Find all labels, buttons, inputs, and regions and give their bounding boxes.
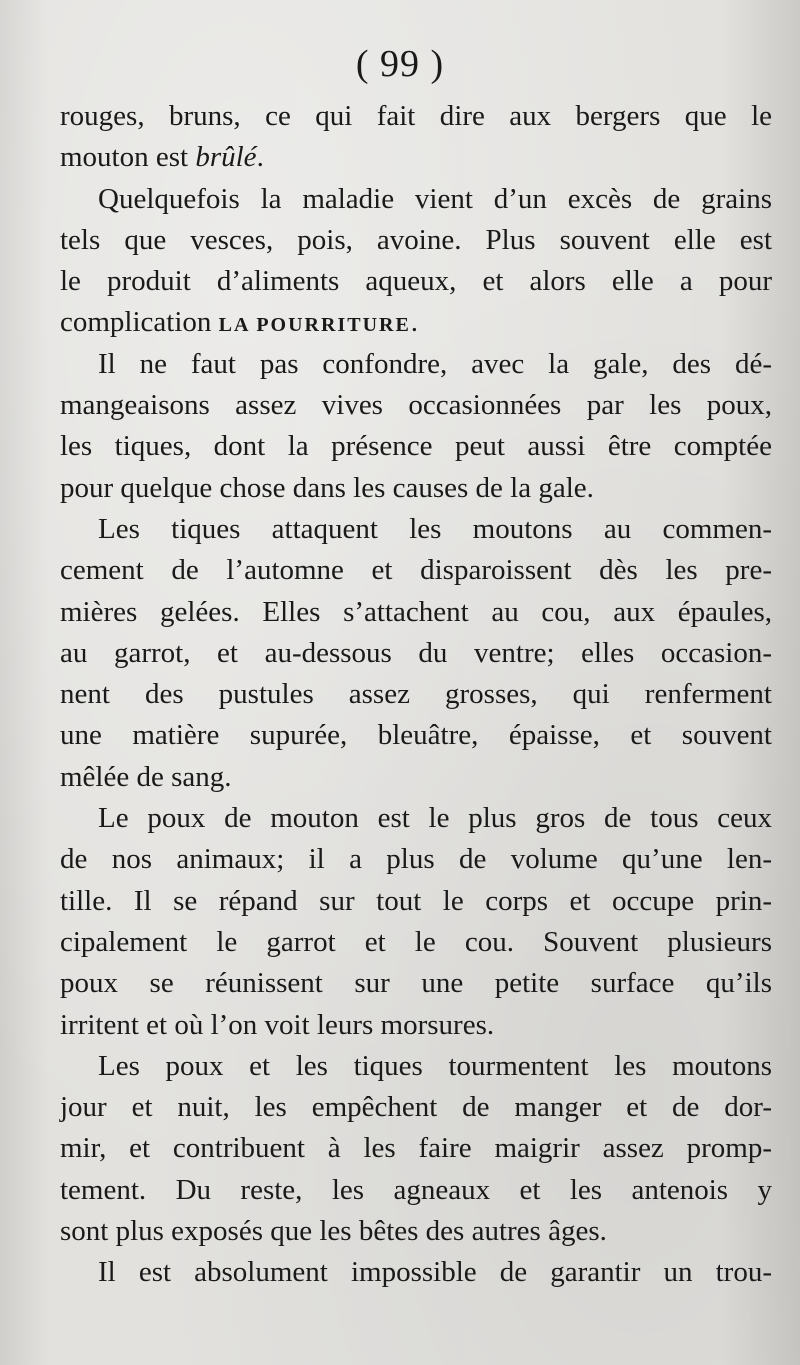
text-line: rouges, bruns, ce qui fait dire aux bergers que le <box>60 100 772 132</box>
text-line: mir, et contribuent à les faire maigrir assez promp- <box>60 1132 772 1165</box>
page-number: ( 99 ) <box>355 43 445 85</box>
text-line: cipalement le garrot et le cou. Souvent plusieurs <box>60 925 772 958</box>
text-line: les tiques, dont la présence peut aussi être comptée <box>60 430 772 463</box>
text-line <box>60 302 772 343</box>
text-line: tement. Du reste, les agneaux et les antenois y <box>60 1173 772 1206</box>
text-line: sont plus exposés que les bêtes des autres âges. <box>60 1215 607 1248</box>
text-line <box>60 137 772 178</box>
text-line: cement de l’automne et disparoissent dès les pre- <box>60 554 772 587</box>
paragraph-first-line: Il est absolument impossible de garantir un trou- <box>98 1256 772 1289</box>
text-line: mières gelées. Elles s’attachent au cou, aux épaules, <box>60 595 772 628</box>
italic-word: brûlé <box>195 141 257 174</box>
line-text: mouton est <box>60 141 196 174</box>
text-line: jour et nuit, les empêchent de manger et de dor- <box>60 1091 772 1124</box>
paragraph-first-line: Les poux et les tiques tourmentent les moutons <box>98 1049 772 1082</box>
text-line: poux se réunissent sur une petite surface qu’ils <box>60 967 772 1000</box>
paragraph-first-line: Quelquefois la maladie vient d’un excès de grains <box>98 182 772 215</box>
text-line: mêlée de sang. <box>60 760 232 793</box>
text-line: le produit d’aliments aqueux, et alors elle a pour <box>60 265 772 298</box>
text-line: de nos animaux; il a plus de volume qu’une len- <box>60 843 772 876</box>
text-line: au garrot, et au-dessous du ventre; elles occasion- <box>60 636 772 669</box>
text-line: pour quelque chose dans les causes de la gale. <box>60 471 594 504</box>
paragraph-first-line: Le poux de mouton est le plus gros de tous ceux <box>98 802 772 835</box>
text-line: irritent et où l’on voit leurs morsures. <box>60 1008 495 1041</box>
paragraph-first-line: Il ne faut pas confondre, avec la gale, des dé- <box>98 347 772 380</box>
text-line: tels que vesces, pois, avoine. Plus souvent elle est <box>60 223 772 256</box>
text-line: mangeaisons assez vives occasionnées par les poux, <box>60 389 772 422</box>
text-line: tille. Il se répand sur tout le corps et occupe prin- <box>60 884 772 917</box>
line-text: complication <box>60 306 219 339</box>
body-text <box>60 96 772 1294</box>
text-line: une matière supurée, bleuâtre, épaisse, et souvent <box>60 719 772 752</box>
small-caps-term: LA POURRITURE <box>218 314 411 337</box>
line-text: . <box>410 306 419 339</box>
text-line: nent des pustules assez grosses, qui renferment <box>60 678 772 711</box>
line-text: . <box>256 141 264 174</box>
paragraph-first-line: Les tiques attaquent les moutons au commen- <box>98 512 772 545</box>
